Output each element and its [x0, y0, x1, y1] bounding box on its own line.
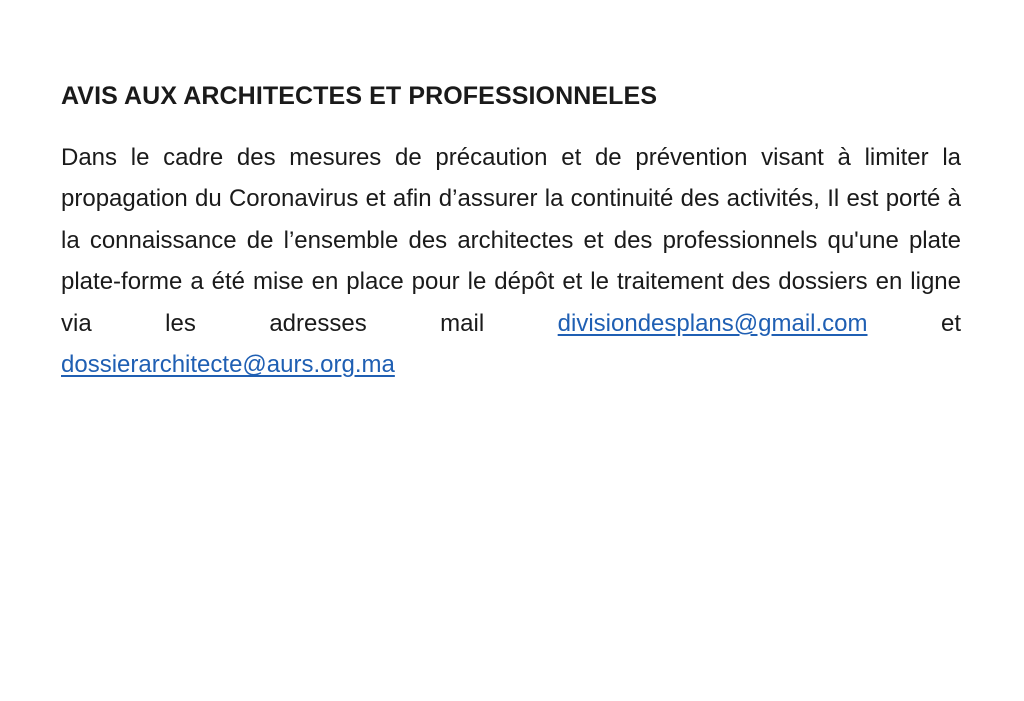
- document-page: [61, 80, 961, 386]
- notice-paragraph: [61, 137, 961, 386]
- email-link-division-plans[interactable]: divisiondesplans@gmail.com: [557, 309, 868, 337]
- email-link-dossier-architecte[interactable]: dossierarchitecte@aurs.org.ma: [61, 351, 395, 378]
- document-title: AVIS AUX ARCHITECTES ET PROFESSIONNELES: [61, 82, 658, 110]
- conjunction-text: et: [941, 309, 962, 337]
- paragraph-text: Dans le cadre des mesures de précaution et de prévention visant à limiter la propagation du Coronavirus et afin d’assurer la continuité des activités, Il est porté à la connaissance de l’ensemble des architectes et des professionnels qu'une plate plate-forme a été mise en place pour le dépôt et le traitement des dossiers en ligne via les adresses mail: [61, 143, 961, 337]
